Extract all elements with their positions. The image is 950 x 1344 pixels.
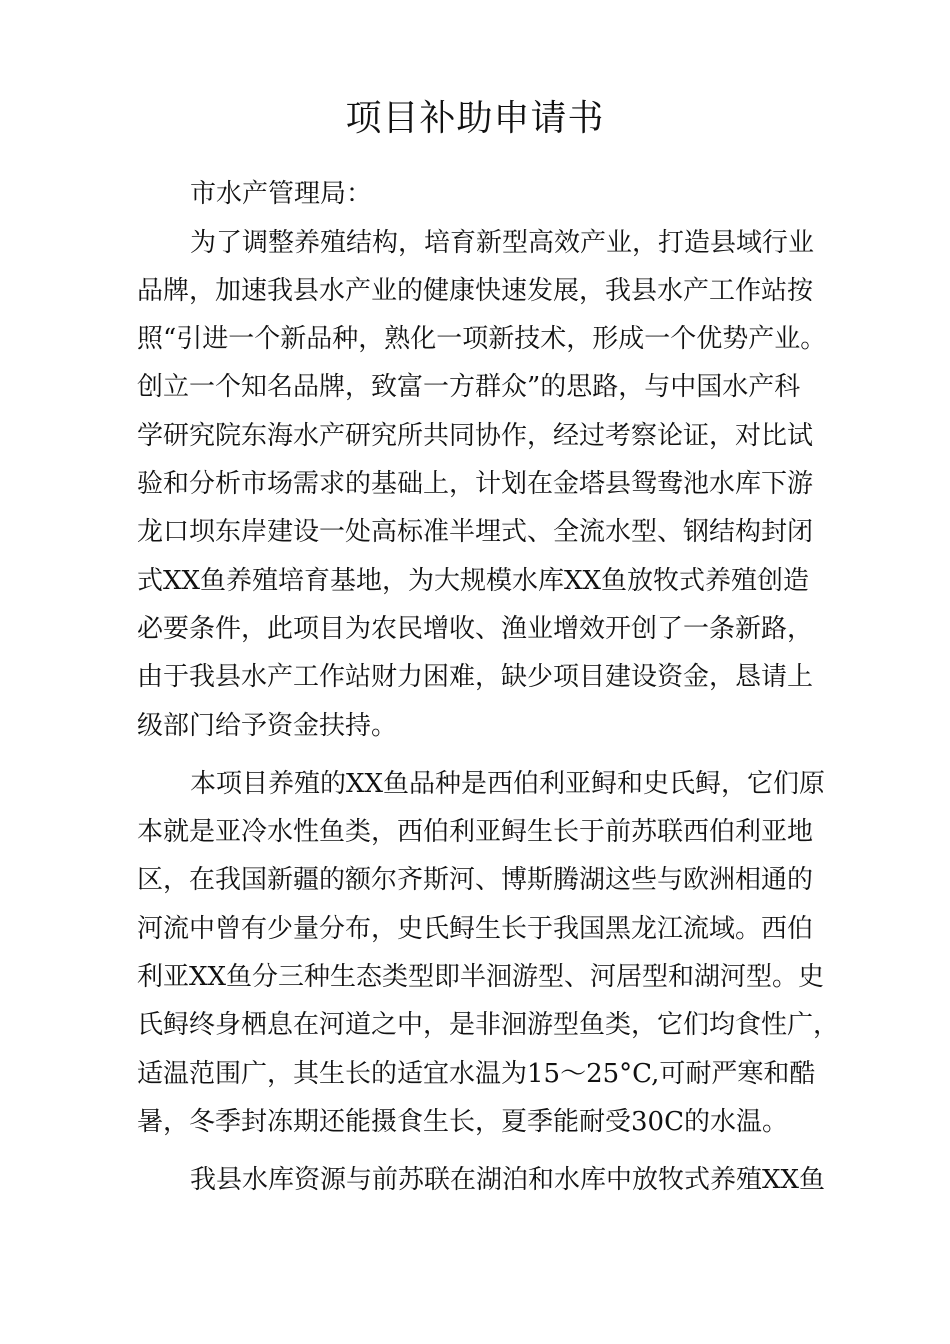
document-title: 项目补助申请书 bbox=[345, 98, 605, 139]
body-line: 区，在我国新疆的额尔齐斯河、博斯腾湖这些与欧洲相通的 bbox=[137, 865, 814, 895]
body-line: 学研究院东海水产研究所共同协作，经过考察论证，对比试 bbox=[137, 421, 814, 451]
body-line: 验和分析市场需求的基础上，计划在金塔县鸳鸯池水库下游 bbox=[137, 469, 814, 499]
body-line: 由于我县水产工作站财力困难，缺少项目建设资金，恳请上 bbox=[137, 662, 814, 692]
body-line: 适温范围广，其生长的适宜水温为15～25°C,可耐严寒和酷 bbox=[137, 1059, 816, 1089]
salutation: 市水产管理局： bbox=[190, 179, 373, 209]
body-line: 氏鲟终身栖息在河道之中，是非洄游型鱼类，它们均食性广， bbox=[137, 1010, 840, 1040]
body-line: 利亚XX鱼分三种生态类型即半洄游型、河居型和湖河型。史 bbox=[137, 962, 825, 992]
body-line: 式XX鱼养殖培育基地，为大规模水库XX鱼放牧式养殖创造 bbox=[137, 566, 810, 596]
body-line: 为了调整养殖结构，培育新型高效产业，打造县域行业 bbox=[190, 228, 815, 258]
body-line: 照“引进一个新品种，熟化一项新技术，形成一个优势产业。 bbox=[137, 324, 827, 354]
body-line: 品牌，加速我县水产业的健康快速发展，我县水产工作站按 bbox=[137, 276, 814, 306]
body-line: 暑，冬季封冻期还能摄食生长，夏季能耐受30C的水温。 bbox=[137, 1107, 788, 1137]
body-line: 级部门给予资金扶持。 bbox=[137, 711, 398, 741]
body-line: 本就是亚冷水性鱼类，西伯利亚鲟生长于前苏联西伯利亚地 bbox=[137, 817, 814, 847]
body-line: 必要条件，此项目为农民增收、渔业增效开创了一条新路， bbox=[137, 614, 814, 644]
body-line: 河流中曾有少量分布，史氏鲟生长于我国黑龙江流域。西伯 bbox=[137, 914, 814, 944]
body-line: 龙口坝东岸建设一处高标准半埋式、全流水型、钢结构封闭 bbox=[137, 517, 814, 547]
body-line: 本项目养殖的XX鱼品种是西伯利亚鲟和史氏鲟，它们原 bbox=[190, 769, 826, 799]
body-line: 创立一个知名品牌，致富一方群众”的思路，与中国水产科 bbox=[137, 372, 801, 402]
body-line: 我县水库资源与前苏联在湖泊和水库中放牧式养殖XX鱼 bbox=[190, 1165, 826, 1195]
